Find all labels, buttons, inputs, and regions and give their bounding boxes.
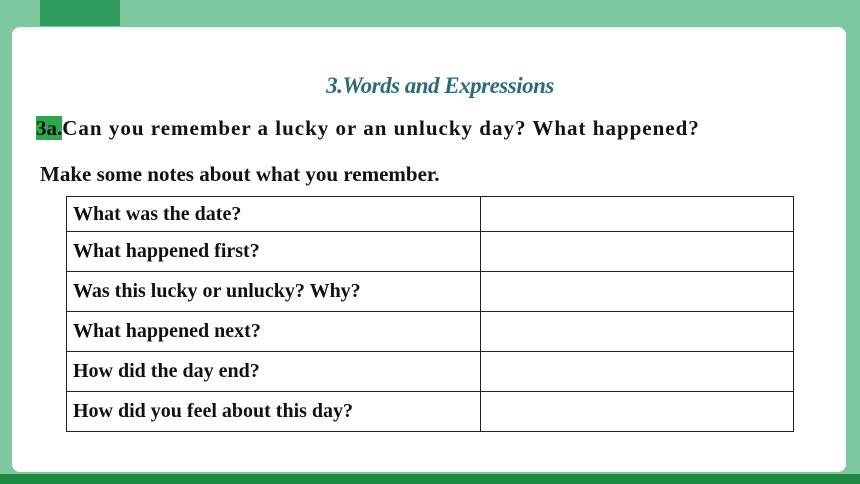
row-question: What was the date?	[67, 197, 481, 232]
question-line	[36, 116, 700, 141]
row-question: Was this lucky or unlucky? Why?	[67, 272, 481, 312]
row-answer-cell[interactable]	[480, 272, 793, 312]
row-answer-cell[interactable]	[480, 352, 793, 392]
instruction-text: Make some notes about what you remember.	[40, 162, 440, 186]
row-question: How did the day end?	[67, 352, 481, 392]
row-answer-cell[interactable]	[480, 197, 793, 232]
row-answer-cell[interactable]	[480, 232, 793, 272]
question-text: Can you remember a lucky or an unlucky day? What happened?	[62, 116, 700, 140]
table-row	[67, 272, 794, 312]
notes-table	[66, 196, 794, 432]
table-row	[67, 232, 794, 272]
bottom-accent-bar	[0, 474, 860, 484]
row-question: What happened first?	[67, 232, 481, 272]
row-answer-cell[interactable]	[480, 392, 793, 432]
table-row	[67, 197, 794, 232]
question-label: 3a.	[36, 116, 63, 140]
row-question: How did you feel about this day?	[67, 392, 481, 432]
table-row	[67, 392, 794, 432]
section-title: 3.Words and Expressions	[326, 73, 554, 98]
table-row	[67, 352, 794, 392]
row-question: What happened next?	[67, 312, 481, 352]
table-row	[67, 312, 794, 352]
top-accent-tab	[40, 0, 120, 26]
row-answer-cell[interactable]	[480, 312, 793, 352]
